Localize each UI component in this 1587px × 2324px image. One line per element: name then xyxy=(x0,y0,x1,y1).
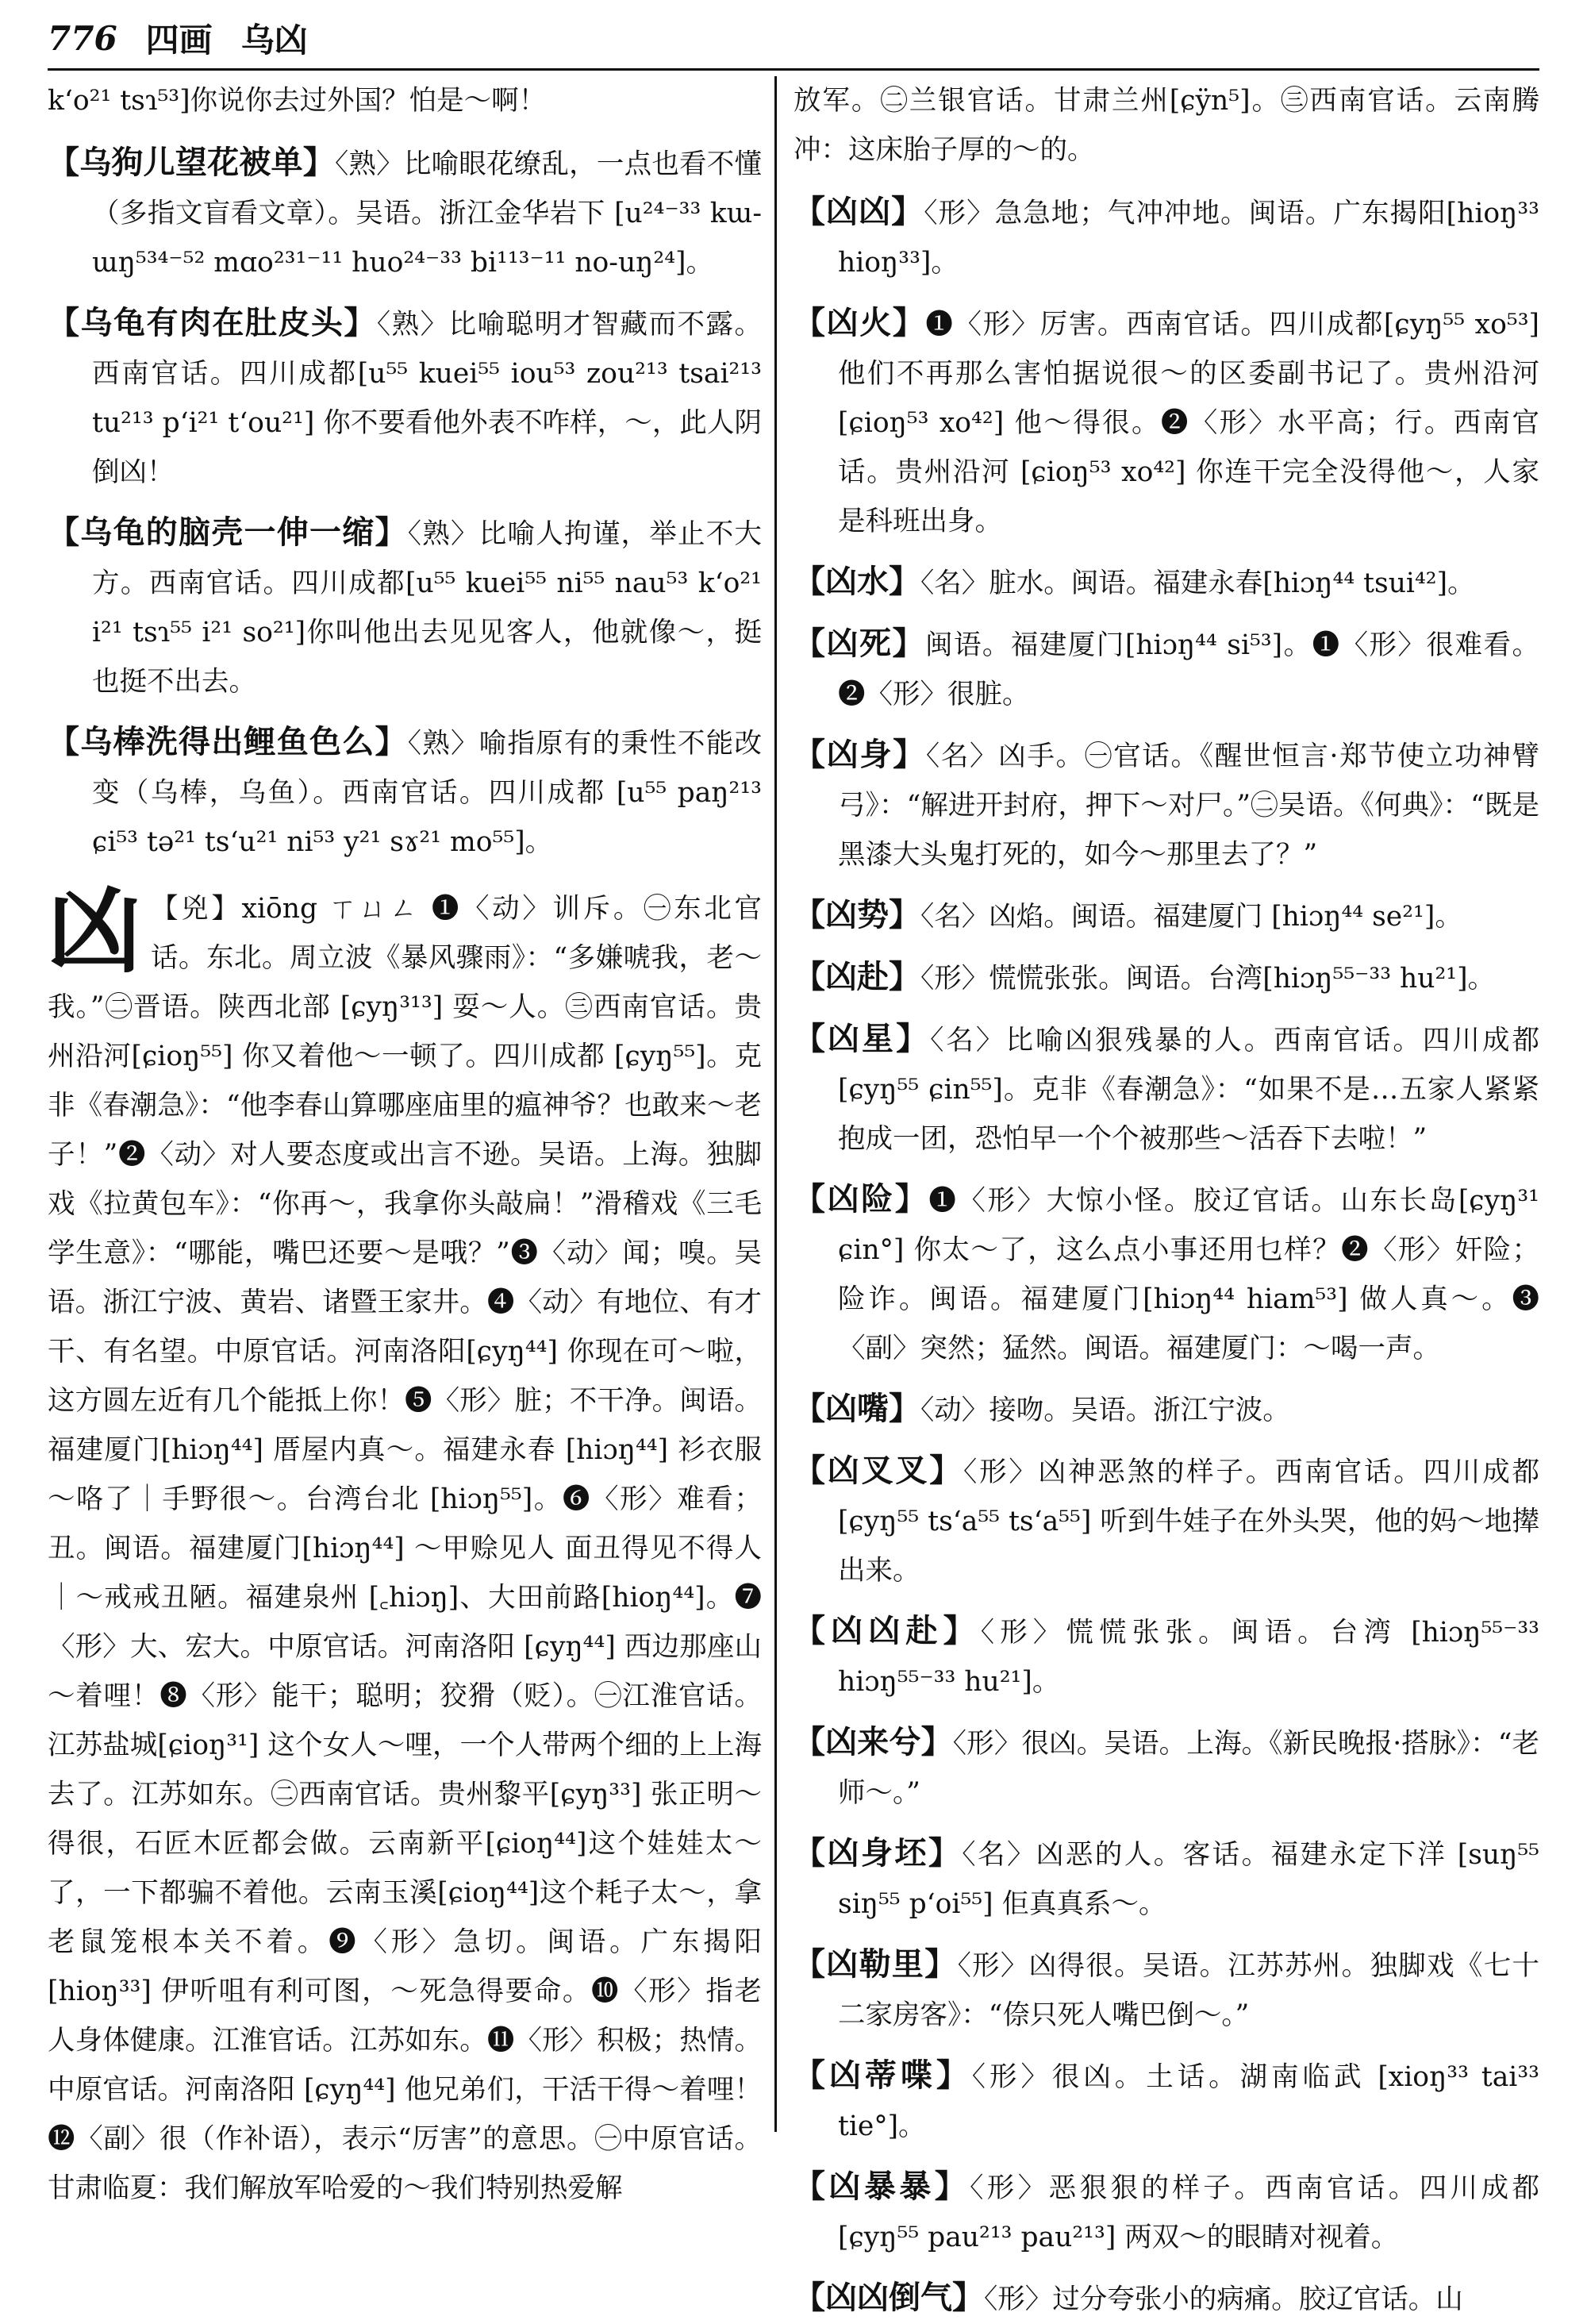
dictionary-entry xyxy=(794,187,1539,287)
dictionary-entry xyxy=(794,1014,1539,1164)
entry-headword: 【凶身坯】 xyxy=(794,1834,963,1872)
dictionary-entry xyxy=(794,1446,1539,1595)
entry-definition: 〈名〉比喻凶狠残暴的人。西南官话。四川成都 [ɕyŋ⁵⁵ ɕin⁵⁵]。克非《春潮急》：“如果不是…五家人紧紧抱成一团，恐怕早一个个被那些～活吞下去啦！” xyxy=(838,1025,1539,1155)
dictionary-entry xyxy=(794,298,1539,546)
dictionary-entry xyxy=(794,891,1539,941)
entry-definition: 〈名〉凶恶的人。客话。福建永定下洋 [suŋ⁵⁵ siŋ⁵⁵ p‘oi⁵⁵] 佢真真系～。 xyxy=(838,1839,1540,1920)
entry-definition: 〈名〉凶手。㊀官话。《醒世恒言·郑节使立功神臂弓》：“解进开封府，押下～对尸。”㊁吴语。《何典》：“既是黑漆大头鬼打死的，如今～那里去了？” xyxy=(838,741,1540,871)
entry-headword: 【凶暴暴】 xyxy=(794,2168,970,2205)
entry-definition: 〈形〉慌慌张张。闽语。台湾 [hiɔŋ⁵⁵⁻³³ hiɔŋ⁵⁵⁻³³ hu²¹]。 xyxy=(838,1617,1539,1698)
entry-definition: 〈动〉接吻。吴语。浙江宁波。 xyxy=(920,1395,1290,1426)
dictionary-entry xyxy=(794,2051,1539,2151)
main-headword-character: 凶 xyxy=(48,875,142,986)
dictionary-entry xyxy=(48,508,762,706)
entry-definition: 〈熟〉喻指原有的秉性不能改变（乌棒，乌鱼）。西南官话。四川成都 [u⁵⁵ paŋ²¹³ ɕi⁵³ tə²¹ ts‘u²¹ ni⁵³ y²¹ sɤ²¹ mo⁵⁵]。 xyxy=(92,728,762,858)
dictionary-entry xyxy=(794,619,1539,719)
dictionary-entry xyxy=(794,952,1539,1003)
main-entry-text: 【兇】xiōng ㄒㄩㄥ ❶〈动〉训斥。㊀东北官话。东北。周立波《暴风骤雨》：“多嫌唬我，老～我。”㊁晋语。陕西北部 [ɕyŋ³¹³] 耍～人。㊂西南官话。贵州沿河[ɕioŋ⁵⁵] 你又着他～一顿了。四川成都 [ɕyŋ⁵⁵]。克非《春潮急》：“他李春山算哪座庙里的瘟神爷？也敢来～老子！”❷〈动〉对人要态度或出言不逊。吴语。上海。独脚戏《拉黄包车》：“你再～，我拿你头敲扁！”滑稽戏《三毛学生意》：“哪能，嘴巴还要～是哦？”❸〈动〉闻；嗅。吴语。浙江宁波、黄岩、诸暨王家井。❹〈动〉有地位、有才干、有名望。中原官话。河南洛阳[ɕyŋ⁴⁴] 你现在可～啦，这方圆左近有几个能抵上你！❺〈形〉脏；不干净。闽语。福建厦门[hiɔŋ⁴⁴] 厝屋内真～。福建永春 [hiɔŋ⁴⁴] 衫衣服～咯了｜手野很～。台湾台北 [hiɔŋ⁵⁵]。❻〈形〉难看；丑。闽语。福建厦门[hiɔŋ⁴⁴] ～甲赊见人 面丑得见不得人｜～戒戒丑陋。福建泉州 [꜀hiɔŋ]、大田前路[hioŋ⁴⁴]。❼〈形〉大、宏大。中原官话。河南洛阳 [ɕyŋ⁴⁴] 西边那座山～着哩！❽〈形〉能干；聪明；狡猾（贬）。㊀江淮官话。江苏盐城[ɕioŋ³¹] 这个女人～哩，一个人带两个细的上上海去了。江苏如东。㊁西南官话。贵州黎平[ɕyŋ³³] 张正明～得很，石匠木匠都会做。云南新平[ɕioŋ⁴⁴]这个娃娃太～了，一下都骗不着他。云南玉溪[ɕioŋ⁴⁴]这个耗子太～，拿老鼠笼根本关不着。❾〈形〉急切。闽语。广东揭阳[hioŋ³³] 伊听咀有利可图，～死急得要命。❿〈形〉指老人身体健康。江淮官话。江苏如东。⓫〈形〉积极；热情。中原官话。河南洛阳 [ɕyŋ⁴⁴] 他兄弟们，干活干得～着哩！⓬〈副〉很（作补语），表示“厉害”的意思。㊀中原官话。甘肃临夏：我们解放军哈爱的～我们特别热爱解 xyxy=(48,893,762,2204)
page-header xyxy=(48,14,1539,62)
entry-definition: 〈名〉凶焰。闽语。福建厦门 [hiɔŋ⁴⁴ se²¹]。 xyxy=(920,901,1462,933)
dictionary-entry xyxy=(794,557,1539,608)
dictionary-entry xyxy=(794,730,1539,879)
left-column xyxy=(48,76,763,2204)
dictionary-entry xyxy=(48,298,762,497)
entry-definition: 〈熟〉比喻眼花缭乱，一点也看不懂（多指文盲看文章）。吴语。浙江金华岩下 [u²⁴⁻³³ kɯ-ɯŋ⁵³⁴⁻⁵² mɑo²³¹⁻¹¹ huo²⁴⁻³³ bi¹¹³⁻¹¹ no-uŋ²⁴]。 xyxy=(92,148,762,279)
column-divider xyxy=(774,76,777,2132)
entry-headword: 【凶死】 xyxy=(794,625,925,662)
dictionary-entry xyxy=(794,1384,1539,1435)
entry-headword: 【凶勒里】 xyxy=(794,1945,958,1983)
entry-headword: 【乌龟有肉在肚皮头】 xyxy=(48,304,377,341)
entry-definition: 〈名〉脏水。闽语。福建永春[hiɔŋ⁴⁴ tsui⁴²]。 xyxy=(920,568,1475,599)
page-number: 776 xyxy=(48,18,117,58)
dictionary-entry xyxy=(794,1940,1539,2040)
entry-definition: ❶〈形〉厉害。西南官话。四川成都[ɕyŋ⁵⁵ xo⁵³] 他们不再那么害怕据说很～的区委副书记了。贵州沿河 [ɕioŋ⁵³ xo⁴²] 他～得很。❷〈形〉水平高；行。西南官话。贵州沿河 [ɕioŋ⁵³ xo⁴²] 你连干完全没得他～，人家是科班出身。 xyxy=(838,309,1539,537)
entry-headword: 【凶叉叉】 xyxy=(794,1452,964,1489)
entry-headword: 【乌棒洗得出鲤鱼色么】 xyxy=(48,723,408,760)
entry-headword: 【凶水】 xyxy=(794,563,920,600)
entry-definition: 〈形〉很凶。吴语。上海。《新民晚报·搭脉》：“老师～。” xyxy=(838,1728,1540,1809)
entry-headword: 【乌龟的脑壳一伸一缩】 xyxy=(48,514,408,551)
header-characters: 乌凶 xyxy=(240,21,308,60)
entry-definition: 闽语。福建厦门[hiɔŋ⁴⁴ si⁵³]。❶〈形〉很难看。❷〈形〉很脏。 xyxy=(838,629,1539,710)
entry-definition: ❶〈形〉大惊小怪。胶辽官话。山东长岛[ɕyŋ³¹ ɕin°] 你太～了，这么点小事还用乜样？❷〈形〉奸险；险诈。闽语。福建厦门[hiɔŋ⁴⁴ hiam⁵³] 做人真～。❸〈副〉突然；猛然。闽语。福建厦门：～喝一声。 xyxy=(838,1185,1540,1364)
dictionary-entry xyxy=(48,718,762,867)
dictionary-entry xyxy=(794,1718,1539,1818)
continuation-text: k‘o²¹ tsɿ⁵³]你说你去过外国？怕是～啊！ xyxy=(48,85,547,117)
section-label: 四画 xyxy=(145,21,213,60)
right-column xyxy=(794,76,1540,2316)
entry-definition: 〈形〉急急地；气冲冲地。闽语。广东揭阳[hioŋ³³ hioŋ³³]。 xyxy=(838,198,1539,279)
dictionary-entry xyxy=(794,1175,1539,1373)
entry-definition: 〈形〉凶得很。吴语。江苏苏州。独脚戏《七十二家房客》：“倷只死人嘴巴倒～。” xyxy=(838,1950,1540,2031)
continuation-text: 放军。㊁兰银官话。甘肃兰州[ɕÿn⁵]。㊂西南官话。云南腾冲：这床胎子厚的～的。 xyxy=(794,85,1539,166)
entry-headword: 【凶火】 xyxy=(794,304,926,341)
entry-headword: 【凶势】 xyxy=(794,896,920,933)
entry-headword: 【凶凶】 xyxy=(794,193,924,230)
entry-headword: 【凶险】 xyxy=(794,1180,929,1218)
entry-definition: 〈形〉很凶。土话。湖南临武 [xioŋ³³ tai³³ tie°]。 xyxy=(838,2061,1539,2142)
entry-headword: 【凶嘴】 xyxy=(794,1390,920,1427)
dictionary-entry xyxy=(794,1606,1539,1706)
entry-headword: 【凶凶倒气】 xyxy=(794,2279,984,2316)
dictionary-entry xyxy=(48,138,762,287)
entry-headword: 【凶身】 xyxy=(794,736,926,773)
main-character-entry xyxy=(48,875,762,2213)
entry-headword: 【凶蒂喋】 xyxy=(794,2057,972,2094)
entry-definition: 〈形〉恶狠狠的样子。西南官话。四川成都 [ɕyŋ⁵⁵ pau²¹³ pau²¹³] 两双～的眼睛对视着。 xyxy=(838,2172,1540,2253)
dictionary-entry xyxy=(794,2273,1539,2324)
entry-definition: 〈形〉过分夸张小的病痛。胶辽官话。山 xyxy=(984,2284,1463,2315)
header-rule xyxy=(48,68,1539,71)
entry-definition: 〈熟〉比喻人拘谨，举止不大方。西南官话。四川成都[u⁵⁵ kuei⁵⁵ ni⁵⁵ nau⁵³ k‘o²¹ i²¹ tsɿ⁵⁵ i²¹ so²¹]你叫他出去见见客人，他就像～，挺也挺不出去。 xyxy=(92,518,762,698)
entry-definition: 〈熟〉比喻聪明才智藏而不露。西南官话。四川成都[u⁵⁵ kuei⁵⁵ iou⁵³ zou²¹³ tsai²¹³ tu²¹³ p‘i²¹ t‘ou²¹] 你不要看他外表不咋样，～，此人阴倒凶！ xyxy=(92,309,763,488)
entry-headword: 【凶凶赴】 xyxy=(794,1612,981,1649)
entry-definition: 〈形〉慌慌张张。闽语。台湾[hiɔŋ⁵⁵⁻³³ hu²¹]。 xyxy=(920,963,1496,995)
entry-headword: 【乌狗儿望花被单】 xyxy=(48,144,335,181)
entry-definition: 〈形〉凶神恶煞的样子。西南官话。四川成都 [ɕyŋ⁵⁵ ts‘a⁵⁵ ts‘a⁵⁵] 听到牛娃子在外头哭，他的妈～地撵出来。 xyxy=(838,1456,1540,1587)
entry-headword: 【凶赴】 xyxy=(794,958,920,995)
entry-headword: 【凶来兮】 xyxy=(794,1723,953,1760)
entry-headword: 【凶星】 xyxy=(794,1020,931,1057)
dictionary-entry xyxy=(794,2162,1539,2262)
dictionary-entry xyxy=(794,1829,1539,1929)
